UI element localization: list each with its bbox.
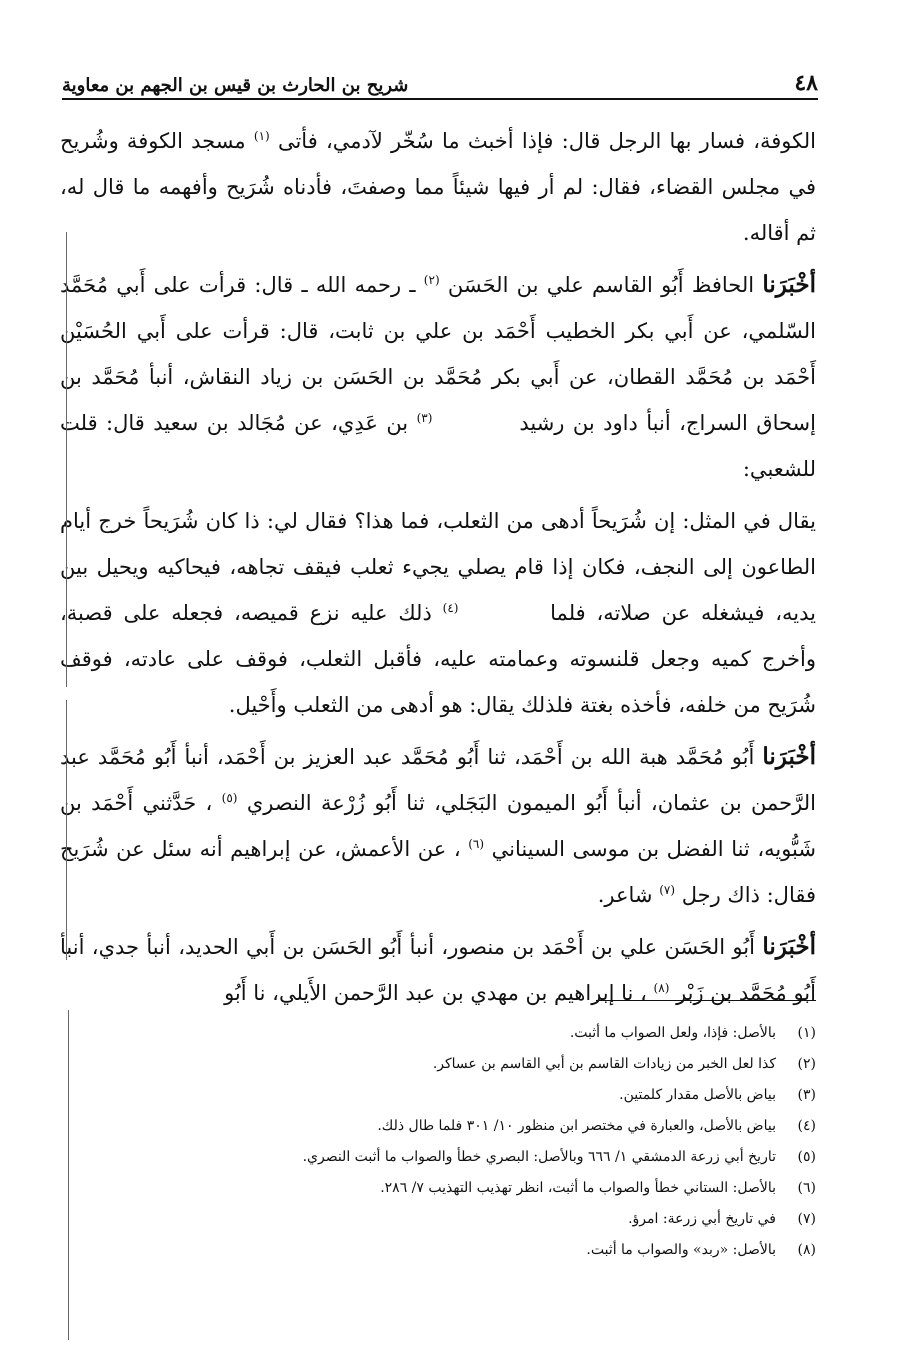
footnote-5 [60, 1142, 816, 1173]
paragraph-text: شاعر. [597, 883, 653, 907]
footnote-number: (٢) [797, 1056, 816, 1072]
footnote-6 [60, 1173, 816, 1204]
footnote-text: بياض بالأصل، والعبارة في مختصر ابن منظور ١٠/ ٣٠١ فلما طال ذلك. [377, 1118, 776, 1134]
footnote-text: بالأصل: «ربد» والصواب ما أثبت. [586, 1242, 776, 1258]
page-header [62, 60, 818, 96]
footnote-ref-5[interactable]: (٥) [221, 791, 238, 805]
footnote-number: (٧) [797, 1211, 816, 1227]
footnote-number: (٦) [797, 1180, 816, 1196]
page-number: ٤٨ [794, 70, 818, 96]
paragraph-5 [60, 924, 816, 1016]
footnote-number: (١) [797, 1025, 816, 1041]
narration-lead: أخْبَرَنا [762, 933, 816, 960]
paragraph-text: يقال في المثل: إن شُرَيحاً أدهى من الثعلب، فما هذا؟ فقال لي: ذا كان شُرَيحاً خرج أيام الطاعون إلى النجف، فكان إذا قام يصلي يجيء ثعلب فيقف تجاهه، فيحاكيه ويحيل بين يديه، فيشغله عن صلاته، فلما [60, 509, 816, 625]
paragraph-text: مسجد الكوفة وشُريح في مجلس القضاء، فقال: لم أر فيها شيئاً مما وصفتَ، فأدناه شُرَيح وأفهمه ما قال له، ثم أقاله. [60, 129, 816, 245]
footnote-text: تاريخ أبي زرعة الدمشقي ١/ ٦٦٦ وبالأصل: البصري خطأ والصواب ما أثبت النصري. [302, 1149, 776, 1165]
footnote-ref-8[interactable]: (٨) [653, 981, 670, 995]
footnote-number: (٥) [797, 1149, 816, 1165]
footnote-ref-2[interactable]: (٢) [423, 273, 440, 287]
narration-lead: أخْبَرَنا [762, 271, 816, 298]
paragraph-text: أَبُو الحَسَن علي بن أَحْمَد بن منصور، أنبأ أَبُو الحَسَن بن أَبي الحديد، أنبأ جدي، أنبأ أَبُو مُحَمَّد بن زَبْر [60, 935, 816, 1005]
paragraph-text: ـ رحمه الله ـ قال: قرأت على أَبي مُحَمَّد السّلمي، عن أَبي بكر الخطيب أَحْمَد بن علي بن ثابت، قال: قرأت على أَبي الحُسَيْن أَحْمَد بن مُحَمَّد القطان، عن أَبي بكر مُحَمَّد بن الحَسَن بن زياد النقاش، أنبأ مُحَمَّد بن إسحاق السراج، أنبأ داود بن رشيد [60, 273, 816, 435]
scan-margin-line [68, 1010, 69, 1340]
scan-margin-line [66, 700, 67, 960]
footnote-ref-1[interactable]: (١) [253, 129, 270, 143]
footnote-text: بياض بالأصل مقدار كلمتين. [619, 1087, 776, 1103]
footnote-rule [596, 1000, 816, 1001]
footnote-7 [60, 1204, 816, 1235]
footnote-text: كذا لعل الخبر من زيادات القاسم بن أبي القاسم بن عساكر. [432, 1056, 776, 1072]
paragraph-text: ، نا إبراهيم بن مهدي بن عبد الرَّحمن الأَيلي، نا أَبُو [224, 981, 647, 1005]
paragraph-4 [60, 734, 816, 918]
main-text [60, 118, 816, 1022]
footnote-8 [60, 1235, 816, 1266]
footnote-3 [60, 1080, 816, 1111]
footnote-number: (٤) [797, 1118, 816, 1134]
paragraph-text: ، عن الأعمش، عن إبراهيم أنه سئل عن شُرَيح فقال: ذاك رجل [60, 837, 816, 907]
footnotes [60, 1018, 816, 1266]
footnote-2 [60, 1049, 816, 1080]
footnote-4 [60, 1111, 816, 1142]
paragraph-2 [60, 262, 816, 492]
paragraph-text: ذلك عليه نزع قميصه، فجعله على قصبة، وأخرج كميه وجعل قلنسوته وعمامته عليه، فأقبل الثعلب، فوقف على عادته، فوقف شُرَيح من خلفه، فأخذه بغتة فلذلك يقال: هو أدهى من الثعلب وأَحْيل. [60, 601, 816, 717]
footnote-ref-6[interactable]: (٦) [468, 837, 485, 851]
paragraph-text: ، حَدَّثني أَحْمَد بن شَبُّويه، ثنا الفضل بن موسى السيناني [60, 791, 816, 861]
running-title: شريح بن الحارث بن قيس بن الجهم بن معاوية [62, 75, 409, 96]
header-rule [62, 98, 818, 100]
footnote-number: (٣) [797, 1087, 816, 1103]
paragraph-text: بن عَدِي، عن مُجَالد بن سعيد قال: قلت للشعبي: [60, 411, 816, 481]
paragraph-1 [60, 118, 816, 256]
paragraph-text: الكوفة، فسار بها الرجل قال: فإذا أخبث ما سُخّر لآدمي، فأتى [277, 129, 816, 153]
footnote-ref-3[interactable]: (٣) [416, 411, 433, 425]
paragraph-text: الحافظ أَبُو القاسم علي بن الحَسَن [447, 273, 755, 297]
footnote-text: بالأصل: فإذا، ولعل الصواب ما أثبت. [569, 1025, 776, 1041]
footnote-1 [60, 1018, 816, 1049]
footnote-text: في تاريخ أبي زرعة: امرؤ. [628, 1211, 776, 1227]
paragraph-text: أَبُو مُحَمَّد هبة الله بن أَحْمَد، ثنا أَبُو مُحَمَّد عبد العزيز بن أَحْمَد، أنبأ أَبُو مُحَمَّد عبد الرَّحمن بن عثمان، أنبأ أَبُو الميمون البَجَلي، ثنا أَبُو زُرْعة النصري [60, 745, 816, 815]
footnote-text: بالأصل: الستاني خطأ والصواب ما أثبت، انظر تهذيب التهذيب ٧/ ٢٨٦. [380, 1180, 776, 1196]
scan-margin-line [66, 232, 67, 687]
footnote-ref-7[interactable]: (٧) [659, 883, 676, 897]
footnote-number: (٨) [797, 1242, 816, 1258]
narration-lead: أخْبَرَنا [762, 743, 816, 770]
paragraph-3 [60, 498, 816, 728]
footnote-ref-4[interactable]: (٤) [442, 601, 459, 615]
